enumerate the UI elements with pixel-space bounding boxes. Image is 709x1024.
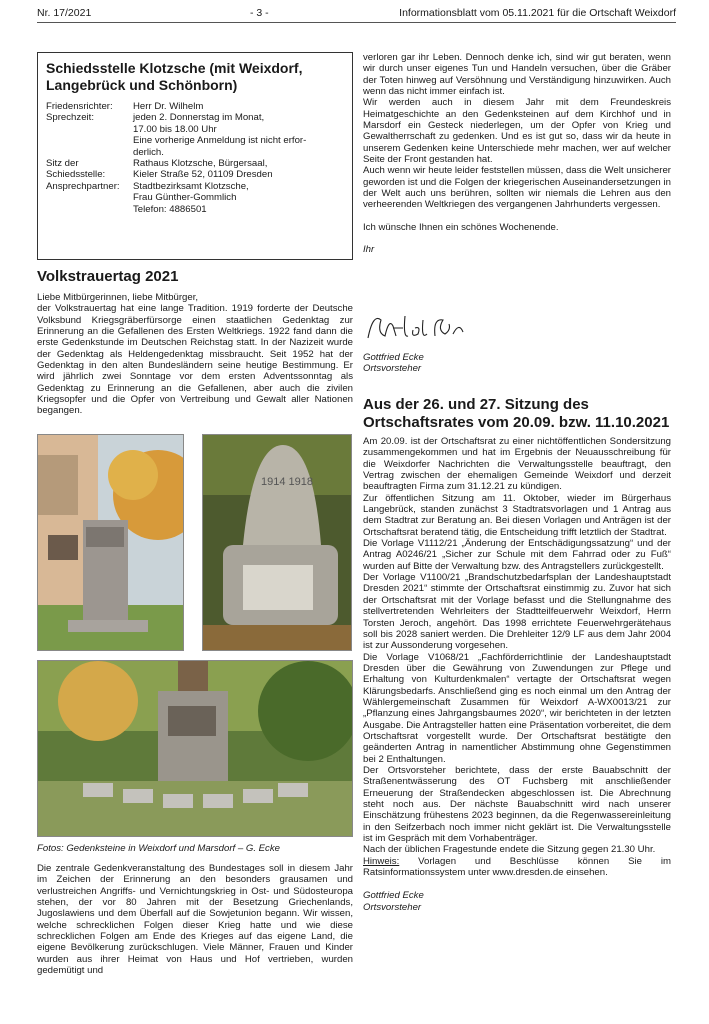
detail-label: Sprechzeit: [46,112,94,124]
photo-caption: Fotos: Gedenksteine in Weixdorf und Marsdorf – G. Ecke [37,843,280,854]
detail-label: Sitz der Schiedsstelle: [46,158,106,181]
paragraph: Der Ortsvorsteher berichtete, dass der erste Bauabschnitt der Straßenentwässerung des OT Fuchsberg mit anschließender Erneuerung der Straßendecken abgeschlossen ist. Die Abrechnung steht noch aus. Der nächste Bauabschnitt wird nach unserer Einschätzung frühestens 2023 beginnen, da die Regenwassereinleitung in den Seifzerbach noch immer nicht geklärt ist. Die Verwaltungsstelle ist im Gespräch mit dem Vorhabenträger. [363,764,671,845]
paragraph: Zur öffentlichen Sitzung am 11. Oktober, wieder im Bürgerhaus Langebrück, standen zunächst 3 Stadtratsvorlagen und 1 Antrag aus dem Stadtrat zur Beratung an. Bei diesen Vorlagen und Anträgen ist der Ortschaftsrat beratend tätig, die Entscheidung trifft letztlich der Stadtrat. [363,492,671,538]
hint-paragraph [363,856,671,879]
paragraph: Auch wenn wir heute leider feststellen müssen, dass die Welt unsicherer geworden ist und die Folgen der kriegerischen Auseinandersetzungen in der Welt auch uns berühren, sollten wir niemals die Lehren aus den verheerenden Weltkriegen des vergangenen Jahrhunderts vergessen. [363,165,671,211]
handwritten-signature [363,308,473,348]
greeting: Liebe Mitbürgerinnen, liebe Mitbürger, [37,292,199,303]
hint-label: Hinweis: [363,855,400,867]
issue-number: Nr. 17/2021 [37,7,92,19]
schiedsstelle-details [46,101,344,215]
header-title: Informationsblatt vom 05.11.2021 für die Ortschaft Weixdorf [399,7,676,19]
signature-name: Gottfried Ecke [363,352,424,363]
paragraph: Die zentrale Gedenkveranstaltung des Bundestages soll in diesem Jahr im Zeichen der Erinnerung an den besonders grausamen und verlustreichen Angriffs- und Vernichtungskrieg in Ost- und Südosteuropa stehen, der vor 80 Jahren mit der Besetzung Griechenlands, Jugoslawiens und dem Überfall auf die Sowjetunion begann. Wir wissen, welche schrecklichen Folgen dieser Krieg hatte und wie diese schrecklichen Folgen am Ende des Krieges auf das eigene Land, die eigene Bevölkerung zurückschlugen. Viele Männer, Frauen und Kinder wurden aus ihrer Heimat von Haus und Hof vertrieben, wurden gedemütigt und [37,863,353,977]
memorial-photo-3 [37,660,353,837]
signature-role: Ortsvorsteher [363,901,422,913]
schiedsstelle-title: Schiedsstelle Klotzsche (mit Weixdorf, Langebrück und Schönborn) [46,60,303,93]
hint-text: Vorlagen und Beschlüsse können Sie im Ratsinformationssystem unter www.dresden.de einsehen. [363,855,671,879]
schiedsstelle-box [37,52,353,260]
detail-label: Friedensrichter: [46,101,113,112]
signature-name: Gottfried Ecke [363,890,424,902]
paragraph: verloren gar ihr Leben. Dennoch denke ich, sind wir gut beraten, wenn wir durch unser eigenes Tun und Handeln versuchen, über die Gräber der Toten hinweg auf Versöhnung und Verständigung hinzuwirken. Auch wenn das nicht immer einfach ist. [363,52,671,98]
memorial-photo-1 [37,434,184,651]
page-number: - 3 - [250,7,269,19]
paragraph: Am 20.09. ist der Ortschaftsrat zu einer nichtöffentlichen Sondersitzung zusammengekommen und hat im Ergebnis der Neuausschreibung für die Weixdorfer Nachrichten die Verwaltungsstelle beauftragt, den Vertrag zwischen der ehemaligen Gemeinde Weixdorf und derzeit beauftragten Firma zum 31.12.21 zu kündigen. [363,436,671,493]
page-header [37,6,676,23]
stone-inscription: 1914 1918 [261,476,313,488]
detail-value: jeden 2. Donnerstag im Monat, 17.00 bis 18.00 Uhr Eine vorherige Anmeldung ist nicht erfor- derlich. [133,112,307,158]
detail-value: Rathaus Klotzsche, Bürgersaal, Kieler Straße 52, 01109 Dresden [133,158,273,181]
volkstrauertag-article [37,268,353,417]
memorial-photo-2 [202,434,352,651]
paragraph: der Volkstrauertag hat eine lange Tradition. 1919 forderte der Deutsche Volksbund Kriegsgräberfürsorge einen staatlichen Gedenktag zur Erinnerung an die Gefallenen des Ersten Weltkriegs. 1922 fand dann die erste Gedenkstunde im Deutschen Reichstag statt. In der Nazizeit wurde der Gedenktag als Heldengedenktag missbraucht. Seit 1952 hat der Gedenktag in den alten Bundesländern seine heutige Bestimmung. Er wird jährlich zwei Sonntage vor dem ersten Adventssonntag als Gedenktag zu Erinnerung an die Gefallenen, aber auch die zivilen Kriegsopfer und die Opfer von Vertreibung und Gewalt aller Nationen begangen. [37,303,353,417]
paragraph: Nach der üblichen Fragestunde endete die Sitzung gegen 21.30 Uhr. [363,844,656,856]
detail-value: Herr Dr. Wilhelm [133,101,204,112]
paragraph: Die Vorlage V1112/21 „Änderung der Entschädigungssatzung“ und der Antrag A0246/21 „Sicher zur Schule mit dem Fahrrad oder zu Fuß“ wurden auf Bitte der Verwaltung bzw. des Antragstellers zurückgestellt. [363,538,671,572]
volkstrauertag-title: Volkstrauertag 2021 [37,268,179,285]
paragraph: Der Vorlage V1100/21 „Brandschutzbedarfsplan der Landeshauptstadt Dresden 2021“ stimmte der Ortschaftsrat einstimmig zu. Zuvor hat sich der Ortschaftsrat mit der Vorlage befasst und die Stellungnahme des stellvertretenden Wehrleiters der Stadtteilfeuerwehr Weixdorf, Herrn Torsten Jeroch, angehört. Das 1998 errichtete Feuerwehrgerätehaus soll bis 2028 saniert werden. Die Drehleiter 12/9 LF aus dem Jahr 2004 ist zur Aussonderung vorgesehen. [363,572,671,652]
wish-line: Ich wünsche Ihnen ein schönes Wochenende. [363,221,559,233]
signature-block [363,352,671,375]
detail-value: Stadtbezirksamt Klotzsche, Frau Günther-Gommlich Telefon: 4886501 [133,180,249,215]
volkstrauertag-continued [37,863,353,976]
sitzung-article [363,396,671,913]
detail-label: Ansprechpartner: [46,180,120,192]
closing: Ihr [363,244,375,256]
paragraph: Wir werden auch in diesem Jahr mit dem Freundeskreis Heimatgeschichte an den Gedenksteinen auf dem Kirchhof und in Marsdorf ein Gesteck niederlegen, um der Opfer von Krieg und Gewaltherrschaft zu gedenken. Und es ist gut so, dass wir da heute in unserem Gedenken keine Unterschiede mehr machen, wer auf welcher Seite der Front gestanden hat. [363,97,671,166]
paragraph: Die Vorlage V1068/21 „Fachförderrichtlinie der Landeshauptstadt Dresden über die Gewährung von Zuwendungen zur Pflege und Erhaltung von Kulturdenkmalen“ vertagte der Ortschaftsrat wegen Klärungsbedarfs. Anschließend ging es noch einmal um den Antrag der Wählergemeinschaft Zusammen für Weixdorf A-WX0013/21 zur „Pflanzung eines Jahrgangsbaumes 2020“, wir berichteten in der letzten Ausgabe. Die Antragsteller hatten eine Präsentation vorbereitet, die dem Ortschaftsrat vorgestellt wurde. Der Ortschaftsrat bestätigte den geänderten Antrag in namentlicher Abstimmung ohne Gegenstimmen bei 2 Enthaltungen. [363,651,671,765]
signature-role: Ortsvorsteher [363,363,422,375]
volkstrauertag-continued-right [363,52,671,256]
sitzung-title: Aus der 26. und 27. Sitzung des Ortschaftsrates vom 20.09. bzw. 11.10.2021 [363,396,670,431]
